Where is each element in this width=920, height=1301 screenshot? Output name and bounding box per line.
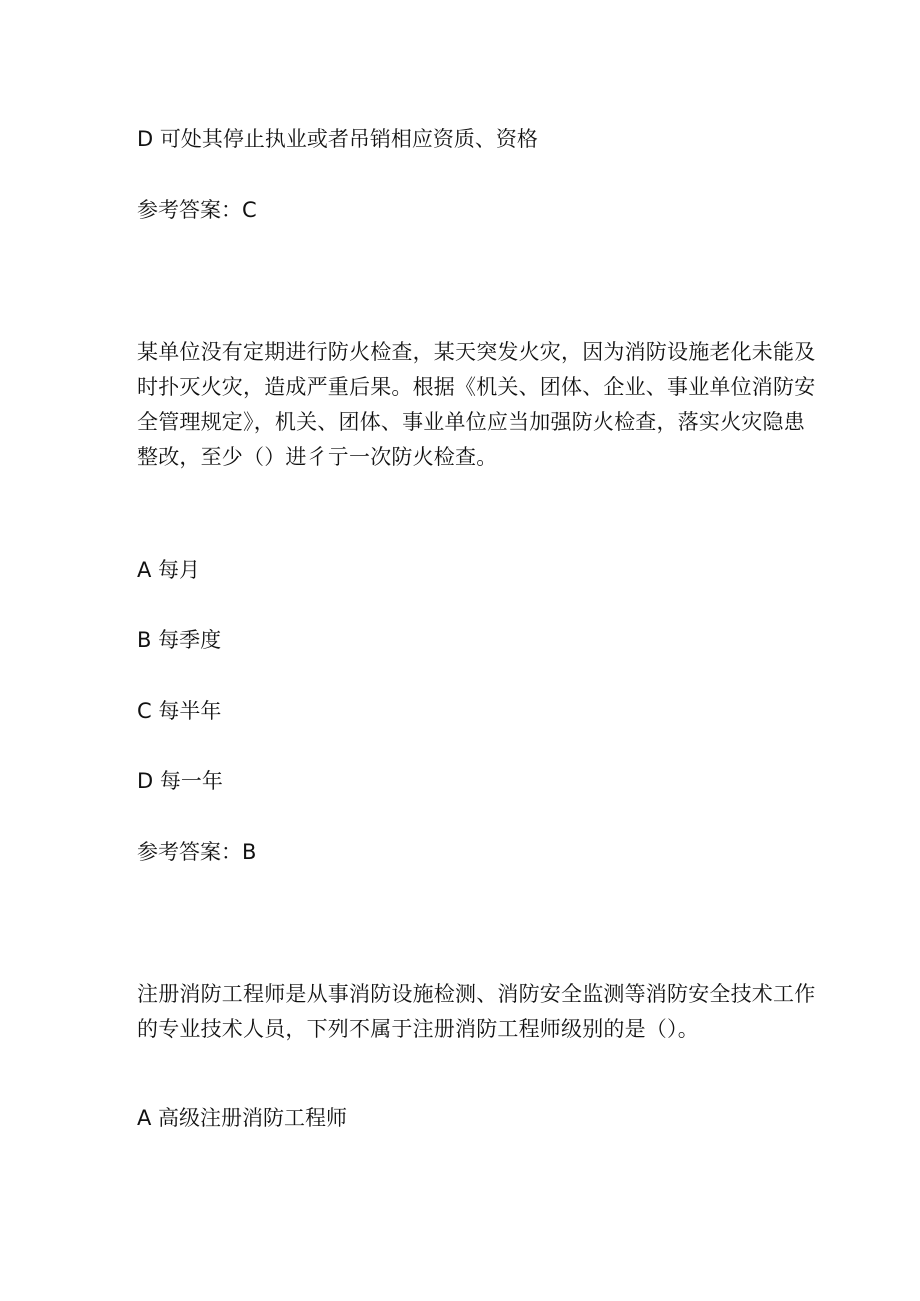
option-c: C 每半年 [137, 699, 222, 723]
question-stem [137, 977, 816, 1047]
option-d: D 每一年 [137, 769, 223, 793]
question-stem-line: 的专业技术人员，下列不属于注册消防工程师级别的是（）。 [137, 1017, 699, 1041]
option-a: A 每月 [137, 558, 201, 582]
option-d: D 可处其停止执业或者吊销相应资质、资格 [137, 127, 538, 151]
question-stem-line: 整改，至少（）进彳亍一次防火检查。 [137, 445, 498, 469]
answer-text: 参考答案：B [137, 840, 257, 864]
answer-text: 参考答案：C [137, 198, 257, 222]
question-stem-line: 某单位没有定期进行防火检查，某天突发火灾，因为消防设施老化未能及 [137, 340, 816, 364]
option-b: B 每季度 [137, 628, 222, 652]
question-stem [137, 335, 816, 475]
question-stem-line: 注册消防工程师是从事消防设施检测、消防安全监测等消防安全技术工作 [137, 982, 816, 1006]
question-stem-line: 时扑灭火灾，造成严重后果。根据《机关、团体、企业、事业单位消防安 [137, 375, 816, 399]
question-stem-line: 全管理规定》，机关、团体、事业单位应当加强防火检查，落实火灾隐患 [137, 410, 805, 434]
option-a: A 高级注册消防工程师 [137, 1106, 348, 1130]
